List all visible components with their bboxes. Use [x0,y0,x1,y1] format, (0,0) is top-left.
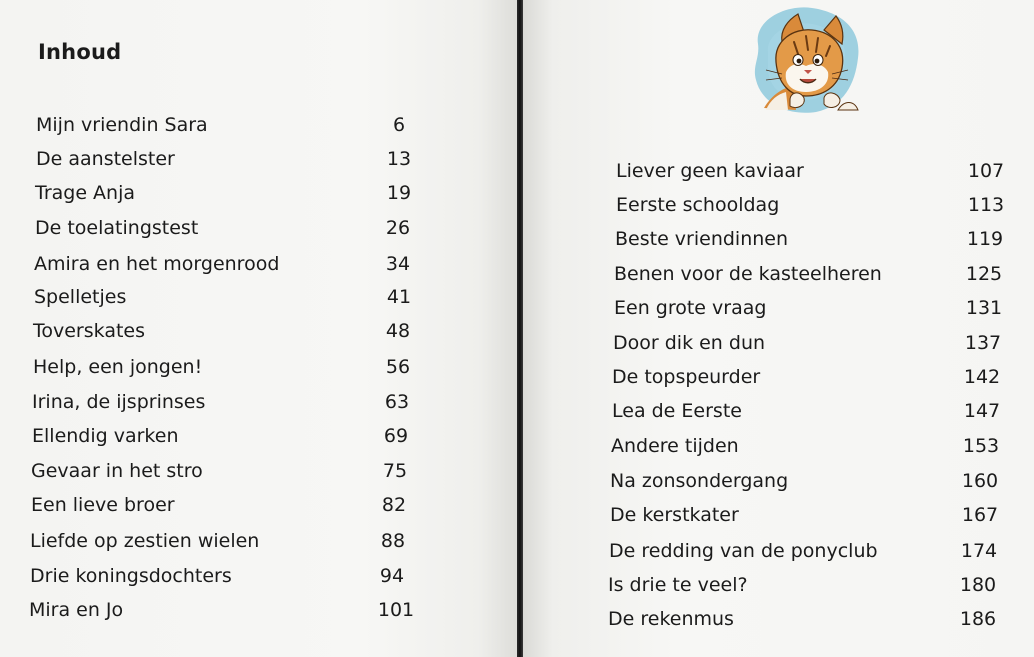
toc-page-number: 137 [964,332,1002,354]
toc-entry-title: Eerste schooldag [616,194,780,216]
toc-entry-title: De rekenmus [608,608,734,630]
toc-page-number: 147 [963,400,1001,422]
toc-entry-title: De kerstkater [610,504,739,526]
toc-row [615,226,1015,252]
toc-page-number: 131 [965,297,1003,319]
toc-page-number: 186 [959,608,997,630]
toc-page-number: 13 [386,148,412,170]
toc-row [33,354,453,380]
toc-page-number: 41 [386,286,412,308]
toc-entry-title: Help, een jongen! [33,356,203,378]
toc-row [608,572,1008,598]
toc-row [30,563,450,589]
toc-row [34,251,454,277]
toc-row [616,192,1016,218]
toc-entry-title: Door dik en dun [613,332,766,354]
toc-page-number: 19 [386,182,412,204]
toc-page-number: 26 [385,217,411,239]
toc-entry-title: Lea de Eerste [612,400,742,422]
toc-row [36,146,456,172]
toc-row [36,112,456,138]
toc-entry-title: Toverskates [33,320,145,342]
toc-entry-title: Ellendig varken [32,425,179,447]
toc-page-number: 101 [377,599,415,621]
toc-entry-title: Mijn vriendin Sara [36,114,208,136]
toc-entry-title: Benen voor de kasteelheren [614,263,882,285]
toc-entry-title: Liefde op zestien wielen [30,530,260,552]
toc-entry-title: Gevaar in het stro [31,460,203,482]
toc-entry-title: Trage Anja [35,182,136,204]
cat-icon [746,2,866,120]
book-spine [517,0,523,657]
toc-page-number: 107 [967,160,1005,182]
toc-entry-title: Mira en Jo [29,599,124,621]
toc-row [30,528,450,554]
toc-row [612,398,1012,424]
toc-entry-title: Spelletjes [34,286,127,308]
toc-entry-title: Een lieve broer [31,494,175,516]
toc-row [611,433,1011,459]
toc-page-number: 119 [966,228,1004,250]
toc-entry-title: Amira en het morgenrood [34,253,280,275]
toc-row [609,538,1009,564]
toc-page-number: 48 [385,320,411,342]
toc-row [31,492,451,518]
toc-page-number: 56 [385,356,411,378]
toc-page-number: 142 [963,366,1001,388]
toc-entry-title: Na zonsondergang [610,470,789,492]
toc-page-number: 6 [392,114,406,136]
toc-row [608,606,1008,632]
toc-entry-title: De redding van de ponyclub [609,540,878,562]
toc-row [610,502,1010,528]
toc-entry-title: Een grote vraag [614,297,767,319]
toc-row [612,364,1012,390]
page-title: Inhoud [38,40,122,64]
toc-entry-title: Is drie te veel? [608,574,748,596]
toc-page-number: 82 [381,494,407,516]
toc-entry-title: De topspeurder [612,366,761,388]
toc-page-number: 167 [961,504,999,526]
toc-page-number: 75 [382,460,408,482]
toc-row [613,330,1013,356]
toc-page-number: 125 [965,263,1003,285]
toc-entry-title: Drie koningsdochters [30,565,232,587]
toc-page-number: 69 [383,425,409,447]
toc-page-number: 63 [384,391,410,413]
toc-row [34,284,454,310]
toc-page-number: 94 [379,565,405,587]
toc-entry-title: Andere tijden [611,435,739,457]
toc-row [610,468,1010,494]
toc-row [614,261,1014,287]
toc-row [32,423,452,449]
toc-row [614,295,1014,321]
toc-page-number: 34 [385,253,411,275]
toc-page-number: 88 [380,530,406,552]
toc-page-number: 113 [967,194,1005,216]
toc-entry-title: De toelatingstest [35,217,199,239]
toc-entry-title: Liever geen kaviaar [616,160,804,182]
toc-row [31,458,451,484]
toc-page-number: 153 [962,435,1000,457]
toc-entry-title: Beste vriendinnen [615,228,789,250]
toc-row [32,389,452,415]
toc-page-number: 180 [959,574,997,596]
toc-entry-title: De aanstelster [36,148,175,170]
toc-row [616,158,1016,184]
toc-page-number: 160 [961,470,999,492]
toc-row [35,180,455,206]
toc-page-number: 174 [960,540,998,562]
toc-row [29,597,449,623]
toc-entry-title: Irina, de ijsprinses [32,391,206,413]
toc-row [33,318,453,344]
toc-row [35,215,455,241]
